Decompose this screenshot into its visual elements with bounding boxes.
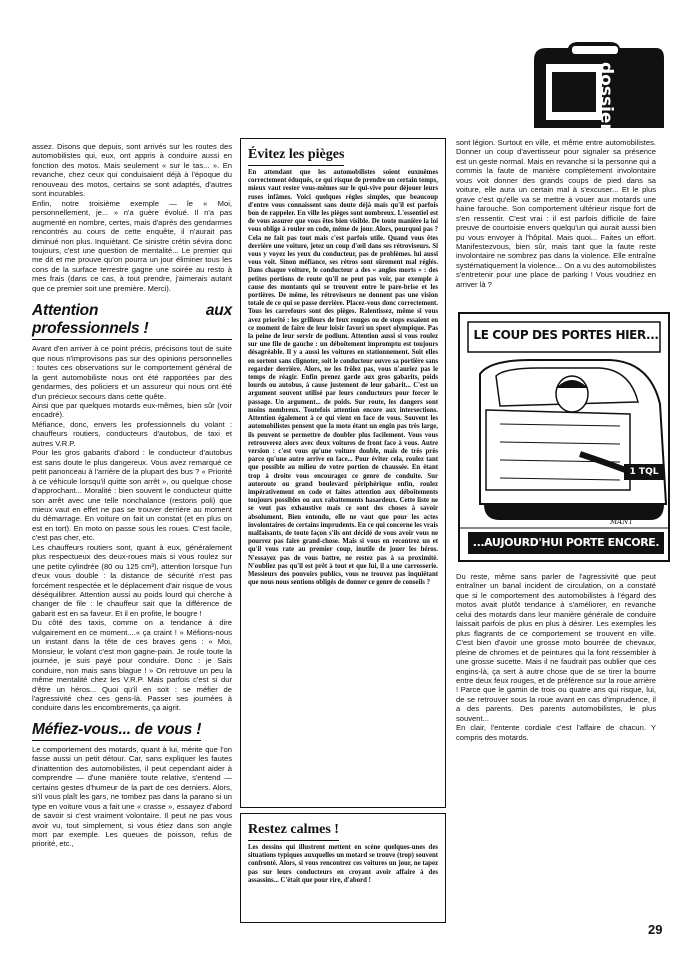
logo-text: dossier [596, 62, 616, 132]
cartoon-caption-top: LE COUP DES PORTES HIER... [473, 328, 659, 342]
paragraph: Ainsi que par quelques motards eux-mêmes, bien sûr (voir encadré). [32, 400, 232, 420]
paragraph: Du reste, même sans parler de l'agressivité que peut entraîner un banal incident de circulation, on a constaté que si le comportement des automobilistes à l'égard des motos avait plutôt tendance à s'améliorer, en revanche celui des motards dans leur manière générale de conduire laissait parfois de plus en plus à désirer. Les exemples les plus flagrants de ce comportement se trouvent en ville. C'est bien d'avoir une grosse moto bourrée de chevaux, pleine de chromes et de peintures qui la font ressembler à une grosse sucette. Mais il ne faudrait pas oublier que ces engins-là, ça sert à autre chose que de se tirer la bourre entre deux feux rouges, et de préférence sur la roue arrière ! Parce que le gamin de trois ou quatre ans qui risque, lui, de se retrouver sous la roue avant en cas d'imprudence, il a des parents. Des parents automobilistes, le plus souvent... [456, 572, 656, 723]
sidebar-box-pieges [240, 138, 446, 808]
dossier-logo [528, 40, 668, 134]
section-heading [32, 721, 232, 741]
cartoon-illustration [458, 312, 670, 562]
paragraph: Méfiance, donc, envers les professionnels du volant : chauffeurs routiers, conducteurs d'autobus, de taxi et autres V.R.P. [32, 419, 232, 448]
sidebar-box-calmes [240, 813, 446, 923]
paragraph: Enfin, notre troisième exemple — le « Moi, personnellement, je... » n'a guère évolué. Il n'a pas augmenté en nombre, certes, mais d'après des gendarmes rencontrés au cours de cette enquête, il n'aurait pas diminué non plus. Inquiétant. Ce sinistre crétin sévira donc toujours, c'est une question de mentalité... Le premier qui me dit et me prouve qu'on pourra un jour éliminer tous les cons de la surface terrestre gagne une soirée au resto à mes frais (dans ce cas, à tout prendre, j'aimerais autant que ce premier soit une première. Merci). [32, 198, 232, 293]
box-text: En attendant que les automobilistes soient euxmêmes correctement éduqués, ce qui risque de prendre un certain temps, mieux vaut rester vous-mêmes sur le qui-vive pour déjouer leurs ruses infâmes. Voici quelques règles simples, que beaucoup d'entre vous connaissent sans doute déjà mais qu'il est parfois bon de rappeler. En ville les pièges sont nombreux. L'essentiel est de vous assurer que vous êtes bien visible. De toute manière la loi vous oblige à rouler en code, même de jour. Alors, pourquoi pas ? Cela ne fait pas tout mais c'est parfois utile. Quand vous êtes derrière une voiture, jetez un coup d'œil dans ses rétroviseurs. Si vous y voyez les yeux du conducteur, pas de problèmes. lui aussi vous voit. Sinon méfiance, ses rétros sont sûrement mal réglés. Dans chaque voiture, le conducteur a des « angles morts » : des petites portions de route qu'il ne peut pas voir, par exemple à cause des montants qui se trouvent entre le pare-brise et les portières. De même, les rétroviseurs ne donnent pas une vision totale de ce qui se passe derrière. Placez-vous donc correctement. Tous les carrefours sont des pièges. Ralentissez, même si vous avez priorité : les grilleurs de feux rouges ou de stops essaient en ce moment de faire de leur loisir favori un sport olympique. Pas la peine de leur servir de podium. Attention aussi si vous roulez sur une file de gauche : un déboîtement impromptu est toujours désagréable. Il y a aussi les voitures en stationnement. Soit elles en sortent sans clignoter, soit le conducteur ouvre sa portière sans regarder derrière. Alors, ne les frôlez pas, vous n'auriez pas le temps de réagir. Enfin prenez garde aux gros gabarits, poids lourds ou autobus, à cause justement de leur gabarit... C'est un argument souvent utilisé par leurs conducteurs pour forcer le passage. Un argument... de poids. Sur route, les dangers sont moins nombreux. Toutefois attention encore aux intersections. Attention également à ce qui vient en face de vous. Souvent les automobilistes pensent que la moto étant un engin pas très large, ils peuvent se permettre de doubler plus facilement. Vous vous retrouverez alors avec deux voitures de front face à vous. Autre version : c'est vous qu'une voiture double, mais de très près parce qu'une autre arrive en face... Pour éviter cela, roulez tant que possible au milieu de votre portion de chaussée. En étant trop à droite vous encouragez ce genre de conduite. Sur autoroute ou grand boulevard périphérique enfin, roulez impérativement en code et faites attention aux déboîtements toujours possibles ou aux rabattements hasardeux. Cette liste ne se veut pas exhaustive mais ce sont des choses à savoir absolument. Bien entendu, elle ne vaut que pour les actes involontaires de certains imprudents. En ce qui concerne les vrais malfaisants, de toute façon s'ils ont décidé de vous avoir vous ne pourrez pas faire grand-chose. Mais si vous en recontrez un et qu'il vous rate au premier coup, inutile de jouer les héros. N'essayez pas de vous battre, ne restez pas à sa proximité. N'oubliez pas qu'il est prêt à tout et que lui, il a une carrosserie. Messieurs des pouvoirs publics, vous ne trouvez pas inquiétant que nous nous sentions obligés de donner ce genre de conseils ? [248, 169, 438, 587]
paragraph: assez. Disons que depuis, sont arrivés sur les routes des automobilistes qui, eux, ont appris à conduire aussi en fonction des motos. Mais seulement « sur le tas... ». En revanche, chez ceux qui conduisaient déjà à l'époque du renouveau des motos, certains se sont adaptés, d'autres sont incurables. [32, 142, 232, 199]
column-right-bottom [456, 572, 656, 742]
paragraph: Le comportement des motards, quant à lui, mérite que l'on fasse aussi un petit détour. Car, sans expliquer les fautes d'inattention des automobilistes, il peut cependant aider à comprendre — d'une manière toute relative, s'entend — certains gestes d'humeur de la part de ces derniers. Alors, si'il vous plaît les gars, ne tombez pas dans la parano si un type en voiture vous a fait une « crasse », essayez d'abord de savoir si c'est vraiment volontaire. Il peut ne pas vous avoir vu, tout simplement, si vous étiez dans son angle mort par exemple. Les queues de poisson, refus de priorité, etc., [32, 744, 232, 849]
paragraph: Les chauffeurs routiers sont, quant à eux, généralement plus respectueux des deux-roues mais si vous roulez sur une petite cylindrée (80 ou 125 cm³), attention lorsque l'un d'eux vous double : la distance de sécurité n'est pas forcément respectée et le déplacement d'air risque de vous déséquilibrer. Attention aussi au poids lourd qui cherche à changer de file : le chauffeur sait que la différence de gabarit est en sa faveur. Et il en profite, le bougre ! [32, 542, 232, 618]
cartoon-caption-bottom: ...AUJOURD'HUI PORTE ENCORE. [472, 536, 660, 549]
cartoon-drawing [460, 314, 668, 560]
heading-text: Méfiez-vous... de vous ! [32, 721, 201, 741]
column-left [32, 142, 232, 849]
heading-text: Attention aux professionnels ! [32, 302, 232, 340]
paragraph: Pour les gros gabarits d'abord : le conducteur d'autobus est sans doute le plus dangereux. Vous avez remarqué ce petit panonceau à l'arrière de la plupart des bus ? « Priorité à ce véhicule lorsqu'il quitte son arrêt », ou quelque chose d'approchant... Moralité : bien souvent le conducteur quitte son arrêt avec une telle nonchalance (restons poli) que mieux vaut en effet ne pas se trouver derrière au moment du démarrage. En voiture on fait un constat (et en plus on est en tort). En moto on passe sous les roues. C'est facile, c'est pas cher, etc. [32, 448, 232, 543]
paragraph: En clair, l'entente cordiale c'est l'affaire de chacun. Y compris des motards. [456, 723, 656, 742]
paragraph: Avant d'en arriver à ce point précis, précisons tout de suite que nous n'improvisons pas sur des opinions personnelles : toutes ces observations sur le comportement général de la gent automobiliste nous ont été rapportées par des gendarmes, des policiers et un assureur qui nous ont été d'un précieux secours dans cette quête. [32, 344, 232, 401]
artist-signature: MANT [610, 518, 634, 526]
section-heading [32, 302, 232, 340]
page-number: 29 [648, 922, 663, 937]
license-plate: 1 TQL [629, 467, 659, 477]
paragraph: sont légion. Surtout en ville, et même entre automobilistes. Donner un coup d'avertisseur pour signaler sa présence est un geste normal. Mais en revanche si la personne qui a commis la faute de manière complètement involontaire vous voit donner des grands coups de pied dans sa voiture, elle aura un certain mal à s'excuser... Et le plus grave c'est qu'elle va se mettre à vouer aux motards une haine farouche. Son comportement ultérieur risque fort de s'en ressentir. C'est vrai : il est parfois difficile de faire preuve de courtoisie envers quelqu'un qui aurait aussi bien pu vous envoyer à l'hôpital. Mais quoi... Faites un effort. Manifestezvous, bien sûr, mais tant que la faute reste involontaire ne sombrez pas dans la violence. Elle entraîne systématiquement la violence... On a vu des automobilistes s'entretenir pour une place de parking ! Vous voudriez en arriver là ? [456, 138, 656, 289]
box-title: Évitez les pièges [248, 147, 344, 166]
paragraph: Du côté des taxis, comme on a tendance à dire vulgairement en ce moment....« ça craint ! » Méfions-nous un instant dans la tête de ces braves gens : « Moi, Monsieur, le volant c'est mon gagne-pain. Je roule toute la journée, je suis payé pour conduire. Donc : je Sais conduire, non mais sans blague ! » On retrouve un peu la même mentalité chez les V.R.P. Mais parfois c'est si dur d'être un héros... Quoi qu'il en soit : se méfier de l'agressivité chez ces gens-là. Passer ses journées à conduire dans les encombrements, ça aigrit. [32, 618, 232, 713]
box-title: Restez calmes ! [248, 822, 339, 841]
column-right-top [456, 138, 656, 289]
box-text: Les dessins qui illustrent mettent en scène quelques-unes des situations typiques auxquelles un motard se trouve (trop) souvent confronté. Alors, si vous rencontrez ces voitures un jour, ne tapez pas sur leurs conducteurs en croyant avoir affaire à des assassins... C'était que pour rire, d'abord ! [248, 844, 438, 884]
